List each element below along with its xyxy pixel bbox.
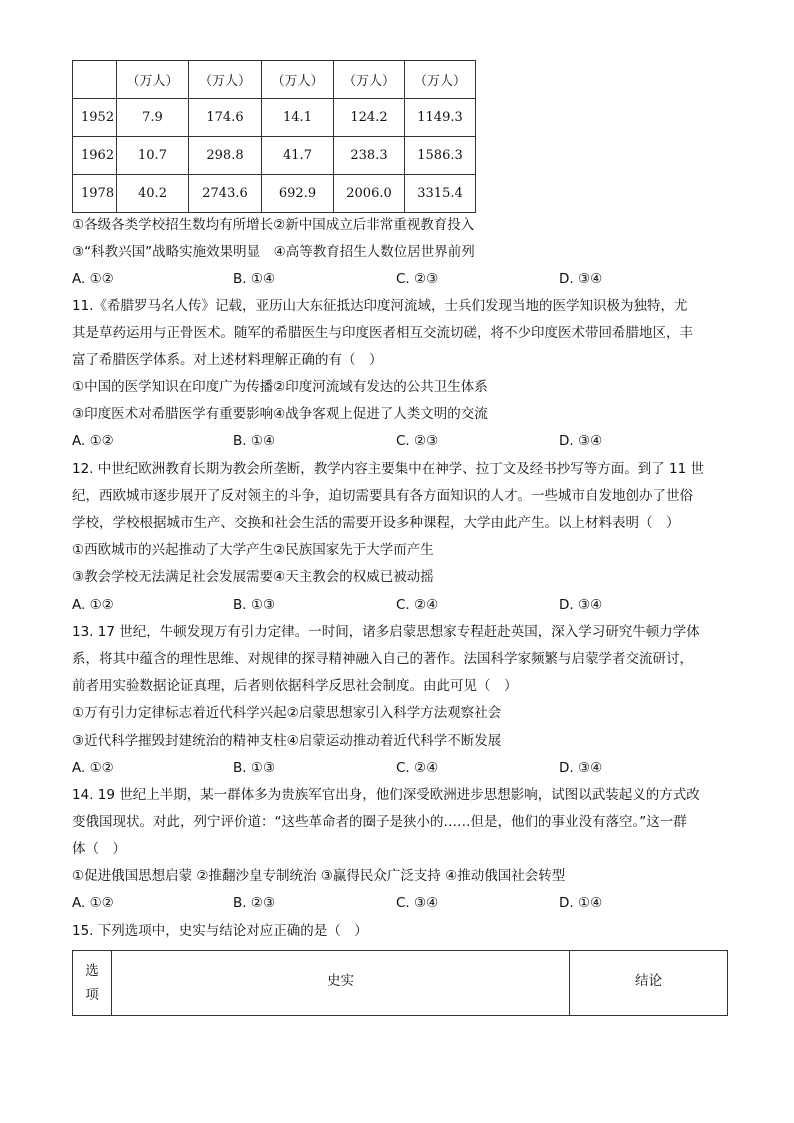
table-cell: 174.6 <box>189 99 262 137</box>
table-header-cell: （万人） <box>117 61 189 99</box>
q11-statement-line: ①中国的医学知识在印度广为传播②印度河流域有发达的公共卫生体系 <box>72 379 488 395</box>
table-cell: 7.9 <box>117 99 189 137</box>
q11-options <box>72 431 732 451</box>
q12-stem-line: 12. 中世纪欧洲教育长期为教会所垄断，教学内容主要集中在神学、拉丁文及经书抄写等方面。到了 11 世 <box>72 461 705 477</box>
option-d[interactable]: D. ③④ <box>559 433 603 449</box>
q11-stem-line: 11.《希腊罗马名人传》记载，亚历山大东征抵达印度河流域，士兵们发现当地的医学知识极为独特，尤 <box>72 298 688 314</box>
table-cell: 14.1 <box>262 99 334 137</box>
option-a[interactable]: A. ①② <box>72 895 114 911</box>
table-cell: 124.2 <box>334 99 405 137</box>
option-b[interactable]: B. ①④ <box>233 433 276 449</box>
q13-options <box>72 758 732 778</box>
col-header-fact: 史实 <box>112 951 570 1016</box>
table-header-cell: （万人） <box>262 61 334 99</box>
table-cell: 10.7 <box>117 137 189 175</box>
option-a[interactable]: A. ①② <box>72 760 114 776</box>
option-b[interactable]: B. ①③ <box>233 597 276 613</box>
option-d[interactable]: D. ③④ <box>559 271 603 287</box>
q15-stem-line: 15. 下列选项中，史实与结论对应正确的是（ ） <box>72 923 368 939</box>
option-c[interactable]: C. ②④ <box>396 760 439 776</box>
table-cell-year: 1962 <box>73 137 117 175</box>
table-header-cell <box>73 61 117 99</box>
table-row <box>73 175 476 213</box>
table-cell: 298.8 <box>189 137 262 175</box>
table-cell: 1149.3 <box>405 99 476 137</box>
q14-stem-line: 体（ ） <box>72 841 126 857</box>
option-b[interactable]: B. ②③ <box>233 895 276 911</box>
table-header-row <box>73 61 476 99</box>
table-cell: 692.9 <box>262 175 334 213</box>
q14-statement-line: ①促进俄国思想启蒙 ②推翻沙皇专制统治 ③赢得民众广泛支持 ④推动俄国社会转型 <box>72 868 566 884</box>
option-b[interactable]: B. ①④ <box>233 271 276 287</box>
table-row <box>73 99 476 137</box>
enrollment-table <box>72 60 476 213</box>
table-cell: 40.2 <box>117 175 189 213</box>
col-header-option: 选 项 <box>73 951 112 1016</box>
option-c[interactable]: C. ②③ <box>396 433 439 449</box>
q10-statement-line: ③“科教兴国”战略实施效果明显 ④高等教育招生人数位居世界前列 <box>72 244 475 260</box>
q13-stem-line: 系，将其中蕴含的理性思维、对规律的探寻精神融入自己的著作。法国科学家频繁与启蒙学者交流研讨， <box>72 651 693 667</box>
q13-stem-line: 前者用实验数据论证真理，后者则依据科学反思社会制度。由此可见（ ） <box>72 678 518 694</box>
option-a[interactable]: A. ①② <box>72 271 114 287</box>
q13-stem-line: 13. 17 世纪，牛顿发现万有引力定律。一时间，诸多启蒙思想家专程赶赴英国，深入学习研究牛顿力学体 <box>72 624 700 640</box>
q10-options <box>72 269 732 289</box>
q12-statement-line: ①西欧城市的兴起推动了大学产生②民族国家先于大学而产生 <box>72 542 434 558</box>
q14-stem-line: 变俄国现状。对此，列宁评价道：“这些革命者的圈子是狭小的……但是，他们的事业没有落空。”这一群 <box>72 814 687 830</box>
q12-stem-line: 学校，学校根据城市生产、交换和社会生活的需要开设多种课程，大学由此产生。以上材料表明（ ） <box>72 515 680 531</box>
option-d[interactable]: D. ③④ <box>559 760 603 776</box>
q12-statement-line: ③教会学校无法满足社会发展需要④天主教会的权威已被动摇 <box>72 569 434 585</box>
table-header-row <box>73 951 728 1016</box>
q11-statement-line: ③印度医术对希腊医学有重要影响④战争客观上促进了人类文明的交流 <box>72 406 488 422</box>
option-d[interactable]: D. ①④ <box>559 895 603 911</box>
option-c[interactable]: C. ②③ <box>396 271 439 287</box>
q12-stem-line: 纪，西欧城市逐步展开了反对领主的斗争，迫切需要具有各方面知识的人才。一些城市自发地创办了世俗 <box>72 488 693 504</box>
q12-options <box>72 595 732 615</box>
q13-statement-line: ③近代科学摧毁封建统治的精神支柱④启蒙运动推动着近代科学不断发展 <box>72 733 502 749</box>
q13-statement-line: ①万有引力定律标志着近代科学兴起②启蒙思想家引入科学方法观察社会 <box>72 705 502 721</box>
q11-stem-line: 富了希腊医学体系。对上述材料理解正确的有（ ） <box>72 352 383 368</box>
table-header-cell: （万人） <box>334 61 405 99</box>
q11-stem-line: 其是草药运用与正骨医术。随军的希腊医生与印度医者相互交流切磋，将不少印度医术带回希腊地区，丰 <box>72 325 693 341</box>
option-b[interactable]: B. ①③ <box>233 760 276 776</box>
table-cell: 2743.6 <box>189 175 262 213</box>
option-a[interactable]: A. ①② <box>72 597 114 613</box>
col-header-conclusion: 结论 <box>570 951 728 1016</box>
table-cell: 1586.3 <box>405 137 476 175</box>
table-cell: 41.7 <box>262 137 334 175</box>
q14-stem-line: 14. 19 世纪上半期，某一群体多为贵族军官出身，他们深受欧洲进步思想影响，试图以武装起义的方式改 <box>72 787 700 803</box>
table-header-cell: （万人） <box>189 61 262 99</box>
table-row <box>73 137 476 175</box>
q15-table <box>72 950 728 1016</box>
table-cell: 3315.4 <box>405 175 476 213</box>
table-cell: 2006.0 <box>334 175 405 213</box>
q10-statement-line: ①各级各类学校招生数均有所增长②新中国成立后非常重视教育投入 <box>72 217 475 233</box>
q14-options <box>72 893 732 913</box>
table-header-cell: （万人） <box>405 61 476 99</box>
option-a[interactable]: A. ①② <box>72 433 114 449</box>
option-c[interactable]: C. ②④ <box>396 597 439 613</box>
table-cell-year: 1978 <box>73 175 117 213</box>
option-c[interactable]: C. ③④ <box>396 895 439 911</box>
option-d[interactable]: D. ③④ <box>559 597 603 613</box>
table-cell-year: 1952 <box>73 99 117 137</box>
table-cell: 238.3 <box>334 137 405 175</box>
